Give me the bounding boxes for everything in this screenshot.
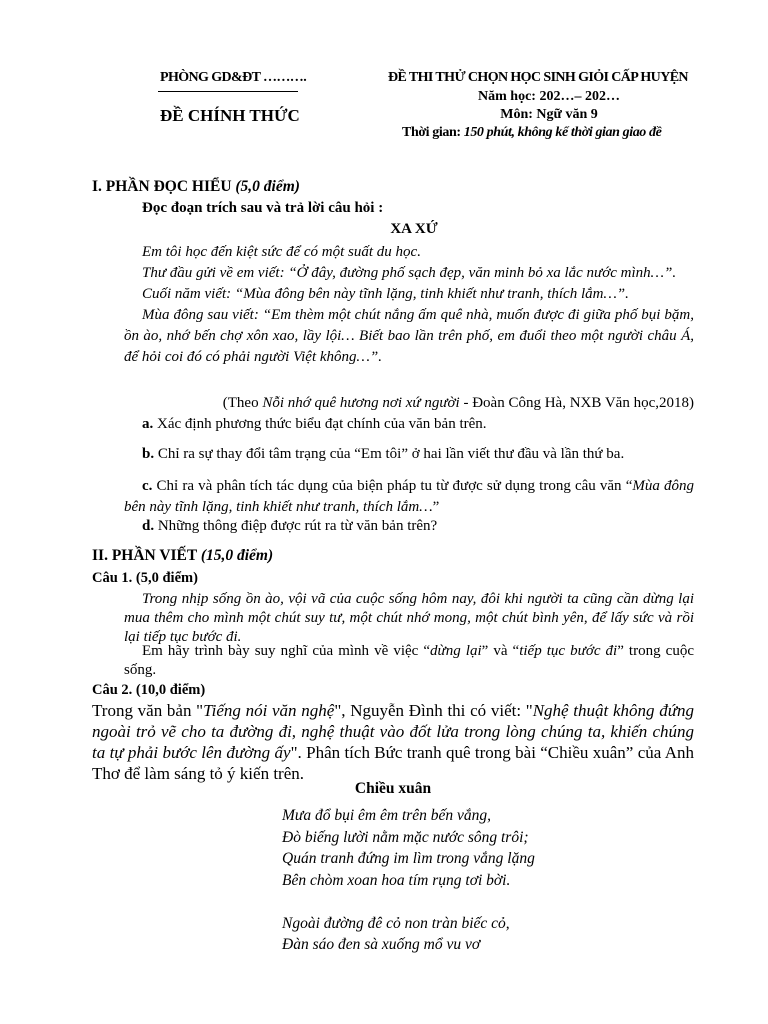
question-1-quote-text: Trong nhịp sống ồn ào, vội vã của cuộc sống hôm nay, đôi khi người ta cũng cần dừng lại mua thêm cho mình một chút suy tư, một chút nhớ mong, một chút bình yên, để lấy sức và rồi lại tiếp tục bước đi. bbox=[124, 591, 694, 645]
question-a-label: a. bbox=[142, 416, 154, 432]
q2-italic-2: Nghệ thuật không đứng ngoài trỏ vẽ cho ta đường đi, nghệ thuật vào đốt lửa trong lòng chúng ta, khiến chúng ta tự phải bước lên đường ấy bbox=[92, 701, 694, 762]
q2-italic-1: Tiếng nói văn nghệ bbox=[203, 701, 335, 720]
poem-line: Quán tranh đứng im lìm trong vắng lặng bbox=[282, 850, 535, 867]
exam-title: ĐỀ THI THỬ CHỌN HỌC SINH GIỎI CẤP HUYỆN bbox=[388, 70, 688, 85]
source-prefix: (Theo bbox=[222, 395, 263, 411]
time-value: 150 phút, không kể thời gian giao đề bbox=[463, 125, 662, 140]
time-line bbox=[402, 125, 661, 141]
question-d-label: d. bbox=[142, 518, 155, 534]
question-2-label: Câu 2. (10,0 điểm) bbox=[92, 682, 206, 698]
source-suffix: - Đoàn Công Hà, NXB Văn học,2018) bbox=[459, 395, 694, 411]
question-a bbox=[142, 416, 487, 433]
poem-line: Mưa đổ bụi êm êm trên bến vắng, bbox=[282, 807, 492, 824]
question-1-prompt bbox=[124, 642, 694, 680]
part2-title: II. PHẦN VIẾT bbox=[92, 547, 201, 564]
q1-italic-1: dừng lại bbox=[430, 643, 482, 659]
question-b-text: Chỉ ra sự thay đổi tâm trạng của “Em tôi” ở hai lần viết thư đầu và lần thứ ba. bbox=[154, 446, 625, 462]
part1-title: I. PHẦN ĐỌC HIỂU bbox=[92, 178, 236, 195]
q1-text-1: Em hãy trình bày suy nghĩ của mình về việc “ bbox=[142, 643, 431, 659]
question-2-prompt bbox=[92, 700, 694, 784]
question-1-label: Câu 1. (5,0 điểm) bbox=[92, 570, 198, 586]
poem-line: Bên chòm xoan hoa tím rụng tơi bời. bbox=[282, 871, 511, 889]
poem-line: Đàn sáo đen sà xuống mổ vu vơ bbox=[282, 936, 481, 953]
part1-heading bbox=[92, 178, 300, 196]
q1-text-2: ” và “ bbox=[481, 643, 520, 659]
passage-paragraph: Mùa đông sau viết: “Em thèm một chút nắng ấm quê nhà, muốn được đi giữa phố bụi bặm, ồn ào, nhớ bến chợ xôn xao, lầy lội… Biết bao lần trên phố, em đuổi theo một người châu Á, để hỏi coi đó có phải người Việt không…”. bbox=[124, 307, 694, 365]
passage-source bbox=[223, 395, 694, 412]
question-c bbox=[124, 476, 694, 518]
question-c-end: ” bbox=[432, 499, 440, 515]
passage-paragraph: Thư đầu gửi về em viết: “Ở đây, đường phố sạch đẹp, văn minh bỏ xa lắc nước mình…”. bbox=[142, 265, 677, 281]
question-a-text: Xác định phương thức biểu đạt chính của văn bản trên. bbox=[153, 416, 487, 432]
question-c-text: Chỉ ra và phân tích tác dụng của biện pháp tu từ được sử dụng trong câu văn “ bbox=[152, 478, 633, 494]
q2-text-3: ". Phân tích Bức tranh quê trong bài “Chiều xuân” của Anh Thơ để làm sáng tỏ ý kiến trên. bbox=[92, 743, 694, 783]
question-c-label: c. bbox=[142, 478, 153, 494]
part2-points: (15,0 điểm) bbox=[200, 547, 274, 564]
official-label: ĐỀ CHÍNH THỨC bbox=[160, 106, 300, 125]
part1-instruction: Đọc đoạn trích sau và trả lời câu hỏi : bbox=[142, 200, 384, 216]
q1-text-3: ” trong cuộc sống. bbox=[124, 643, 694, 678]
time-label: Thời gian: bbox=[402, 125, 464, 140]
question-b-label: b. bbox=[142, 446, 155, 462]
q2-text-2: ", Nguyễn Đình thi có viết: " bbox=[334, 701, 533, 720]
poem-line: Đò biếng lười nằm mặc nước sông trôi; bbox=[282, 828, 529, 846]
question-d bbox=[142, 518, 437, 535]
part1-points: (5,0 điểm) bbox=[235, 178, 300, 195]
subject: Môn: Ngữ văn 9 bbox=[500, 107, 598, 122]
passage-paragraph: Em tôi học đến kiệt sức để có một suất du học. bbox=[142, 244, 421, 260]
q1-italic-2: tiếp tục bước đi bbox=[519, 643, 618, 659]
question-c-quote: Mùa đông bên này tĩnh lặng, tinh khiết như tranh, thích lắm… bbox=[124, 478, 694, 515]
office-name: PHÒNG GD&ĐT ………. bbox=[160, 70, 307, 85]
source-title: Nỗi nhớ quê hương nơi xứ người bbox=[262, 395, 460, 411]
school-year: Năm học: 202…– 202… bbox=[478, 89, 620, 104]
passage-title: XA XỨ bbox=[390, 221, 438, 237]
passage bbox=[124, 242, 694, 368]
part2-heading bbox=[92, 547, 273, 565]
poem bbox=[282, 805, 535, 956]
poem-line bbox=[282, 891, 535, 913]
question-1-quote bbox=[124, 590, 694, 647]
question-b bbox=[142, 446, 624, 463]
question-d-text: Những thông điệp được rút ra từ văn bản trên? bbox=[154, 518, 438, 534]
poem-line: Ngoài đường đê cỏ non tràn biếc cỏ, bbox=[282, 914, 510, 932]
q2-text-1: Trong văn bản " bbox=[92, 701, 204, 720]
poem-title: Chiều xuân bbox=[354, 780, 432, 797]
passage-paragraph: Cuối năm viết: “Mùa đông bên này tĩnh lặng, tinh khiết như tranh, thích lắm…”. bbox=[142, 286, 629, 302]
